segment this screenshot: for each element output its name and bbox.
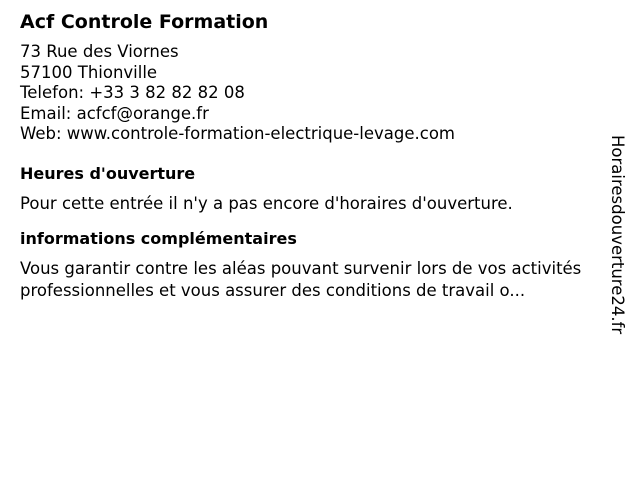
city-postcode: 57100 Thionville [20, 62, 158, 82]
street-address: 73 Rue des Viornes [20, 42, 179, 61]
website-line: Web: www.controle-formation-electrique-levage.com [20, 124, 455, 143]
business-name: Acf Controle Formation [20, 11, 269, 33]
email-line: Email: acfcf@orange.fr [20, 103, 209, 123]
opening-hours-heading: Heures d'ouverture [20, 163, 196, 183]
additional-info-heading: informations complémentaires [20, 229, 297, 248]
additional-info-text: Vous garantir contre les aléas pouvant survenir lors de vos activités professionnelles et vous assurer des conditions de travail o... [20, 259, 582, 300]
phone-line: Telefon: +33 3 82 82 82 08 [20, 83, 245, 102]
contact-block [20, 42, 590, 145]
opening-hours-text: Pour cette entrée il n'y a pas encore d'horaires d'ouverture. [20, 193, 513, 213]
business-listing [20, 10, 590, 302]
site-brand-vertical: Horairesdouverture24.fr [608, 135, 627, 335]
